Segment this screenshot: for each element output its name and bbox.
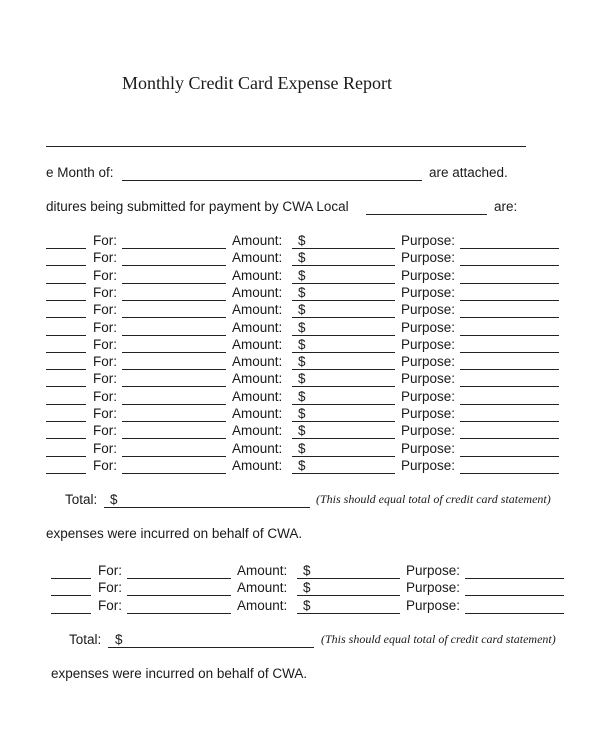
are-label: are: xyxy=(494,199,518,214)
amount-label: Amount: xyxy=(232,319,283,335)
cwa-statement-1: expenses were incurred on behalf of CWA. xyxy=(46,526,303,541)
purpose-label: Purpose: xyxy=(401,388,456,404)
purpose-field[interactable] xyxy=(460,265,559,266)
for-label: For: xyxy=(93,423,118,439)
currency-sign: $ xyxy=(298,371,306,387)
purpose-label: Purpose: xyxy=(401,302,456,318)
for-label: For: xyxy=(98,580,123,596)
expenditures-label: ditures being submitted for payment by CWA Local xyxy=(46,199,349,214)
for-field[interactable] xyxy=(122,283,226,284)
amount-label: Amount: xyxy=(237,580,288,596)
local-number-field[interactable] xyxy=(366,214,487,215)
for-label: For: xyxy=(98,597,123,613)
purpose-field[interactable] xyxy=(460,456,559,457)
purpose-field[interactable] xyxy=(460,335,559,336)
for-field[interactable] xyxy=(122,456,226,457)
amount-field[interactable] xyxy=(292,300,395,301)
date-field[interactable] xyxy=(46,456,86,457)
for-label: For: xyxy=(93,319,118,335)
for-field[interactable] xyxy=(122,421,226,422)
currency-sign: $ xyxy=(303,563,311,578)
purpose-label: Purpose: xyxy=(406,597,461,613)
for-field[interactable] xyxy=(122,438,226,439)
total-currency-1: $ xyxy=(110,492,118,507)
for-field[interactable] xyxy=(122,473,226,474)
for-label: For: xyxy=(93,302,118,318)
amount-field[interactable] xyxy=(292,421,395,422)
for-label: For: xyxy=(93,440,118,456)
amount-label: Amount: xyxy=(232,302,283,318)
for-field[interactable] xyxy=(127,595,231,596)
for-label: For: xyxy=(93,388,118,404)
amount-field[interactable] xyxy=(292,317,395,318)
total-label-2: Total: xyxy=(69,632,102,647)
purpose-field[interactable] xyxy=(460,300,559,301)
purpose-label: Purpose: xyxy=(401,457,456,473)
amount-label: Amount: xyxy=(232,388,283,404)
date-field[interactable] xyxy=(46,352,86,353)
amount-label: Amount: xyxy=(232,440,283,456)
for-label: For: xyxy=(93,354,118,370)
amount-field[interactable] xyxy=(292,369,395,370)
for-field[interactable] xyxy=(122,386,226,387)
date-field[interactable] xyxy=(46,438,86,439)
total-note-2: (This should equal total of credit card statement) xyxy=(321,632,556,646)
for-field[interactable] xyxy=(122,404,226,405)
purpose-label: Purpose: xyxy=(401,267,456,283)
purpose-label: Purpose: xyxy=(401,354,456,370)
for-field[interactable] xyxy=(122,317,226,318)
amount-field[interactable] xyxy=(292,404,395,405)
total-label-1: Total: xyxy=(65,492,98,507)
date-field[interactable] xyxy=(51,613,91,614)
date-field[interactable] xyxy=(46,421,86,422)
amount-label: Amount: xyxy=(232,354,283,370)
month-label: e Month of: xyxy=(46,165,114,180)
amount-label: Amount: xyxy=(232,233,283,248)
purpose-label: Purpose: xyxy=(401,233,456,248)
amount-label: Amount: xyxy=(237,597,288,613)
attached-label: are attached. xyxy=(429,165,508,180)
purpose-field[interactable] xyxy=(460,369,559,370)
date-field[interactable] xyxy=(51,595,91,596)
amount-field[interactable] xyxy=(292,438,395,439)
purpose-label: Purpose: xyxy=(401,284,456,300)
date-field[interactable] xyxy=(46,369,86,370)
total-note-1: (This should equal total of credit card statement) xyxy=(316,492,551,506)
for-field[interactable] xyxy=(122,369,226,370)
purpose-label: Purpose: xyxy=(406,563,461,578)
amount-label: Amount: xyxy=(232,371,283,387)
purpose-field[interactable] xyxy=(465,613,564,614)
currency-sign: $ xyxy=(298,457,306,473)
for-field[interactable] xyxy=(122,248,226,249)
amount-label: Amount: xyxy=(232,267,283,283)
total-field-1[interactable] xyxy=(104,507,310,508)
amount-label: Amount: xyxy=(237,563,288,578)
amount-label: Amount: xyxy=(232,406,283,421)
purpose-field[interactable] xyxy=(460,421,559,422)
currency-sign: $ xyxy=(303,580,311,596)
for-field[interactable] xyxy=(122,265,226,266)
purpose-field[interactable] xyxy=(460,317,559,318)
cwa-statement-2: expenses were incurred on behalf of CWA. xyxy=(51,666,308,681)
for-label: For: xyxy=(93,233,118,248)
purpose-field[interactable] xyxy=(465,578,564,579)
for-field[interactable] xyxy=(122,300,226,301)
amount-field[interactable] xyxy=(292,248,395,249)
date-field[interactable] xyxy=(46,248,86,249)
currency-sign: $ xyxy=(298,250,306,266)
for-field[interactable] xyxy=(127,613,231,614)
purpose-field[interactable] xyxy=(460,386,559,387)
currency-sign: $ xyxy=(298,284,306,300)
purpose-field[interactable] xyxy=(460,473,559,474)
for-label: For: xyxy=(93,267,118,283)
for-label: For: xyxy=(93,284,118,300)
currency-sign: $ xyxy=(298,388,306,404)
date-field[interactable] xyxy=(46,386,86,387)
purpose-label: Purpose: xyxy=(401,440,456,456)
currency-sign: $ xyxy=(303,597,311,613)
amount-field[interactable] xyxy=(292,265,395,266)
total-currency-2: $ xyxy=(115,632,123,647)
currency-sign: $ xyxy=(298,354,306,370)
for-label: For: xyxy=(93,406,118,421)
amount-field[interactable] xyxy=(292,335,395,336)
amount-field[interactable] xyxy=(292,386,395,387)
date-field[interactable] xyxy=(46,317,86,318)
amount-field[interactable] xyxy=(292,456,395,457)
date-field[interactable] xyxy=(46,404,86,405)
amount-field[interactable] xyxy=(292,352,395,353)
purpose-label: Purpose: xyxy=(401,406,456,421)
for-label: For: xyxy=(98,563,123,578)
currency-sign: $ xyxy=(298,423,306,439)
purpose-field[interactable] xyxy=(460,248,559,249)
purpose-label: Purpose: xyxy=(401,423,456,439)
currency-sign: $ xyxy=(298,406,306,421)
amount-field[interactable] xyxy=(297,613,400,614)
amount-label: Amount: xyxy=(232,457,283,473)
date-field[interactable] xyxy=(46,473,86,474)
amount-label: Amount: xyxy=(232,284,283,300)
date-field[interactable] xyxy=(51,578,91,579)
purpose-field[interactable] xyxy=(460,438,559,439)
amount-field[interactable] xyxy=(297,578,400,579)
purpose-field[interactable] xyxy=(465,595,564,596)
currency-sign: $ xyxy=(298,233,306,248)
for-label: For: xyxy=(93,250,118,266)
for-field[interactable] xyxy=(122,335,226,336)
purpose-field[interactable] xyxy=(460,283,559,284)
for-label: For: xyxy=(93,457,118,473)
amount-label: Amount: xyxy=(232,250,283,266)
currency-sign: $ xyxy=(298,440,306,456)
currency-sign: $ xyxy=(298,302,306,318)
purpose-label: Purpose: xyxy=(401,319,456,335)
purpose-label: Purpose: xyxy=(401,336,456,352)
for-field[interactable] xyxy=(127,578,231,579)
purpose-label: Purpose: xyxy=(401,371,456,387)
date-field[interactable] xyxy=(46,335,86,336)
currency-sign: $ xyxy=(298,319,306,335)
month-field[interactable] xyxy=(122,180,422,181)
amount-field[interactable] xyxy=(297,595,400,596)
amount-label: Amount: xyxy=(232,423,283,439)
amount-field[interactable] xyxy=(292,283,395,284)
purpose-label: Purpose: xyxy=(406,580,461,596)
report-title: Monthly Credit Card Expense Report xyxy=(122,73,392,93)
for-label: For: xyxy=(93,371,118,387)
date-field[interactable] xyxy=(46,265,86,266)
purpose-label: Purpose: xyxy=(401,250,456,266)
date-field[interactable] xyxy=(46,283,86,284)
for-label: For: xyxy=(93,336,118,352)
currency-sign: $ xyxy=(298,336,306,352)
date-field[interactable] xyxy=(46,300,86,301)
currency-sign: $ xyxy=(298,267,306,283)
amount-field[interactable] xyxy=(292,473,395,474)
amount-label: Amount: xyxy=(232,336,283,352)
name-line[interactable] xyxy=(46,146,526,147)
for-field[interactable] xyxy=(122,352,226,353)
purpose-field[interactable] xyxy=(460,404,559,405)
total-field-2[interactable] xyxy=(108,647,314,648)
purpose-field[interactable] xyxy=(460,352,559,353)
